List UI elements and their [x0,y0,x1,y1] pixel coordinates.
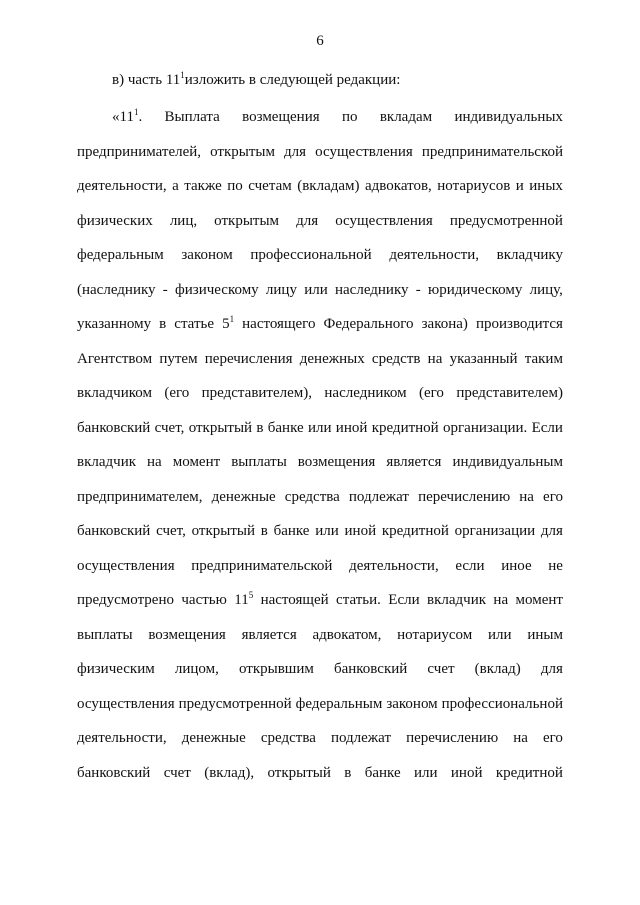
word: выплаты [231,454,287,470]
text-line [77,351,563,368]
word: или [488,626,512,643]
word: Выплата [164,109,220,125]
word: $11^5$ [234,590,254,608]
text-line [112,109,563,126]
word: возмещения [297,454,376,470]
word: для [296,212,319,229]
word: не [548,557,563,574]
word: иных [529,178,563,194]
word: является [386,454,442,470]
word: а [172,178,179,194]
word: кредитной [381,523,449,539]
word: на [519,488,534,505]
text-line [77,213,563,230]
word: предусмотренной [178,695,292,712]
word: банковский [333,661,408,677]
word: (вклад) [474,661,521,677]
word: является [241,626,297,643]
word: деятельности, [77,178,167,194]
word: предусмотренной [449,212,563,229]
word: выплаты [77,626,133,643]
word: осуществления [77,557,175,574]
word: кредитной [495,764,563,781]
intro-prefix: в) часть 11 [112,72,181,88]
word: или [304,281,328,298]
word: (вклад), [204,764,255,781]
word: денежные [211,488,276,505]
word: перечислению [406,730,499,746]
word: банковский [77,523,151,539]
word: иной [344,523,377,539]
word: иное [501,557,532,574]
word: (его [419,385,444,401]
text-line [77,144,563,161]
text-line [77,696,563,713]
word: открытым [214,212,280,229]
word: производится [475,316,563,332]
word: момент [515,592,563,608]
word: таким [524,350,563,367]
word: счет, [154,419,185,436]
word: банковский [77,419,151,436]
word: счет, [156,523,186,539]
word: средства [284,488,340,505]
word: физическому [175,281,259,298]
word: указанный [449,350,518,367]
word: Если [531,419,563,436]
word: счет [163,764,191,781]
word: в [260,523,268,539]
word: возмещения [242,109,320,125]
word: осуществления [315,143,413,160]
word: на [493,592,509,608]
word: настоящей [260,592,329,608]
word: деятельности, [389,247,479,263]
text-line [77,558,563,575]
word: иным [527,626,563,643]
text-line [77,420,563,437]
word: деятельности, [77,730,167,746]
word: банке [267,419,304,436]
word: открытый [191,523,255,539]
word: федеральным [77,247,164,263]
word: для [540,661,563,677]
word: перечисления [204,350,293,367]
word: предпринимательской [421,143,563,160]
word: индивидуальным [452,454,563,470]
word: подлежат [348,488,409,505]
word: путем [159,350,198,367]
word: «$11^1$. [112,107,143,125]
word: открытый [188,419,253,436]
word: наследнику [334,281,409,298]
word: на [427,350,443,367]
word: по [227,178,243,194]
word: вкладчик [427,592,487,608]
word: или [413,764,438,781]
word: для [284,143,307,160]
text-line [77,178,563,195]
word: лиц, [169,212,198,229]
word: законом [181,247,233,263]
word: законом [386,695,438,712]
superscript: 1 [133,107,139,117]
text-line [77,247,563,264]
word: иной [450,764,483,781]
word: лицу [265,281,297,298]
word: его [542,730,563,746]
word: банке [273,523,310,539]
word: деятельности, [349,557,439,574]
word: на [147,454,162,470]
word: перечислению [418,488,511,505]
word: профессиональной [250,247,372,263]
word: подлежат [330,730,391,746]
word: настоящего [242,316,316,332]
word: адвокатом, [312,626,382,643]
word: федеральным [295,695,383,712]
text-line [77,627,563,644]
word: вкладчик [77,454,137,470]
word: в [159,316,167,332]
word: предусмотрено [77,592,174,608]
word: или [315,523,339,539]
word: в [256,419,264,436]
word: открывшим [238,661,314,677]
word: денежные [181,730,246,746]
word: для [540,523,563,539]
word: также [184,178,222,194]
word: банковский [77,764,151,781]
word: физических [77,212,153,229]
word: адвокатов, [365,178,432,194]
word: возмещения [148,626,226,643]
word: - [162,281,168,298]
word: организации [454,523,536,539]
word: на [513,730,528,746]
word: Агентством [77,350,153,367]
text-line [77,592,563,609]
text-line [77,730,563,747]
word: если [455,557,485,574]
word: представителем) [456,385,563,401]
word: профессиональной [441,695,563,712]
word: предпринимателем, [77,488,203,505]
word: нотариусов [437,178,511,194]
word: указанному [77,316,152,332]
text-line [77,523,563,540]
word: предпринимательской [191,557,333,574]
text-line [77,282,563,299]
word: кредитной [371,419,439,436]
word: момент [172,454,221,470]
word: вкладам [379,109,433,125]
word: юридическому [428,281,523,298]
word: физическим [77,661,155,677]
word: нотариусом [397,626,473,643]
text-line [77,765,563,782]
word: в [344,764,352,781]
word: статьи. [336,592,381,608]
text-line [77,661,563,678]
word: частью [181,592,227,608]
word: (его [164,385,190,401]
word: осуществления [335,212,433,229]
intro-suffix: изложить в следующей редакции: [184,72,401,88]
word: открытым [210,143,275,160]
word: иной [335,419,368,436]
word: вкладчиком [77,385,152,401]
word: его [543,488,563,505]
text-line [77,489,563,506]
word: представителем), [201,385,313,401]
word: или [307,419,332,436]
word: средства [260,730,316,746]
superscript: 5 [248,590,254,600]
amendment-intro [112,72,400,89]
word: индивидуальных [454,109,563,125]
word: счетам [248,178,292,194]
word: - [415,281,421,298]
page-number: 6 [316,33,324,49]
word: лицом, [174,661,219,677]
word: предпринимателей, [77,143,202,160]
word: организации. [443,419,528,436]
word: Федерального [323,316,414,332]
word: вкладчику [496,247,563,263]
intro-superscript: 1 [180,70,185,80]
text-line [77,454,563,471]
word: банке [364,764,401,781]
word: наследником [324,385,407,401]
word: средств [371,350,421,367]
word: $5^1$ [222,314,235,332]
word: статье [174,316,215,332]
text-line [77,385,563,402]
word: и [515,178,524,194]
word: закона) [421,316,468,332]
word: лицу, [529,281,563,298]
word: Если [388,592,420,608]
word: счет [427,661,455,677]
word: осуществления [77,695,175,712]
text-line [77,316,563,333]
word: денежных [299,350,365,367]
word: (вкладам) [297,178,360,194]
word: по [341,109,358,125]
superscript: 1 [229,314,235,324]
word: открытый [267,764,331,781]
word: (наследнику [77,281,156,298]
